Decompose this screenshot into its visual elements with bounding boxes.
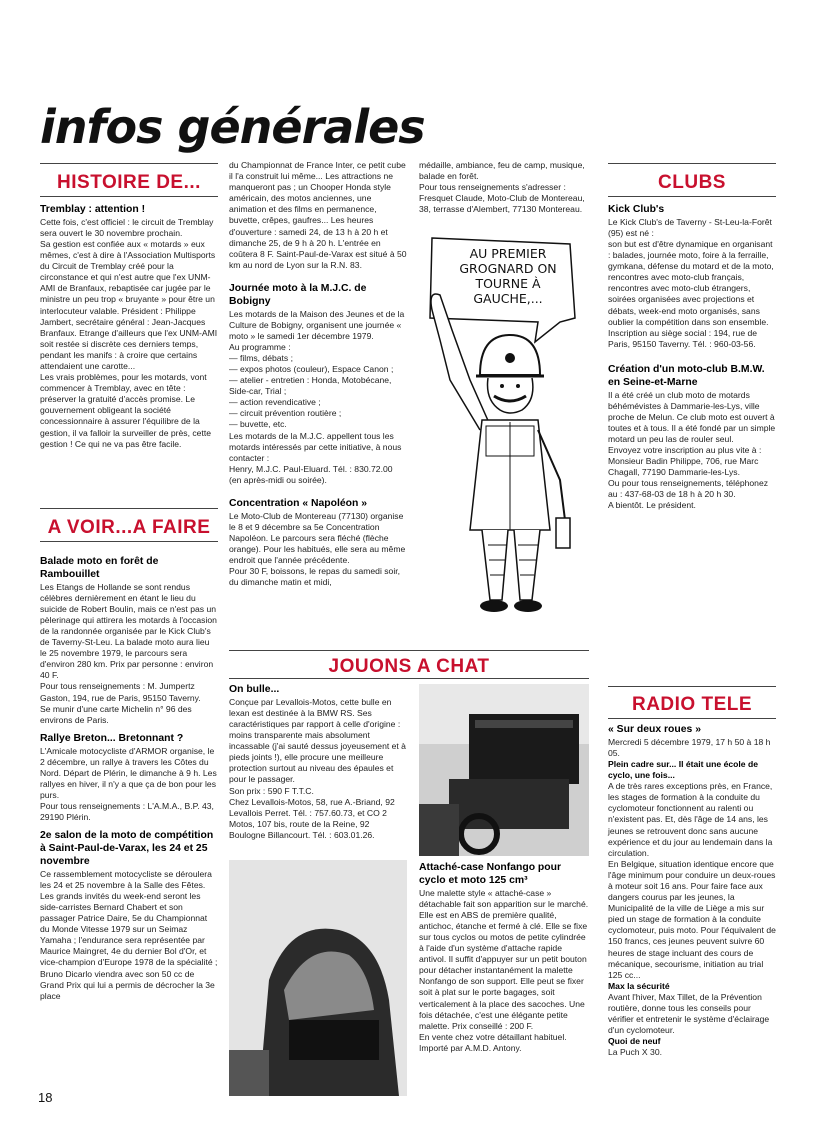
article-text: Les motards de la Maison des Jeunes et de la Culture de Bobigny, organisent une journée « moto » le samedi 1er décembre 1979. [229,308,405,341]
article-title: Concentration « Napoléon » [229,498,367,510]
article-text: En Belgique, situation identique encore que l'âge minimum pour conduire un deux-roues à moteur soit 16 ans. Pour faire face aux dangers courus par les jeunes, la Municipalité de la ville de Liège a mis sur pied un stage de formation à la conduite cyclomoteur, puis moto. Pour l'équivalent de 150 francs, ces jeunes peuvent suivre 60 heures de stage incluant des cours de mécanique, secourisme, initiation au trial 125 cc... [608,858,776,980]
article-text: Son prix : 590 F T.T.C. [229,785,314,796]
column-3 [419,160,589,215]
photo-illustration [229,860,407,1096]
column-2 [229,160,407,588]
article-text: Pour tous renseignements : L'A.M.A., B.P. 43, 29190 Plérin. [40,801,214,823]
section-rule [40,541,218,542]
article-title: Tremblay : attention ! [40,204,146,215]
article-text: Pour tous renseignements : M. Jumpertz Gaston, 194, rue de Paris, 95150 Taverny. [40,681,201,703]
list-item: — action revendicative ; [229,397,321,408]
list-item: — films, débats ; [229,352,293,363]
page-masthead: infos générales [40,100,425,154]
article-attache [419,862,589,1054]
article-text: La Puch X 30. [608,1047,662,1058]
section-heading-avoir: A VOIR...A FAIRE [47,517,211,538]
article-signature: A bientôt. Le président. [608,500,696,511]
section-rule [40,196,218,197]
article-text: Le Moto-Club de Montereau (77130) organise le 8 et 9 décembre sa 5e Concentration Napoléon. Le parcours sera fléché (flèche orange). Pour les habitués, elle sera au même endroit que l'année précédente. [229,510,406,566]
section-rule [40,163,218,164]
cartoon-grognard [410,230,600,650]
article-subheading: Quoi de neuf [608,1036,661,1047]
article-text: Sa gestion est confiée aux « motards » eux mêmes, c'est à dire à l'Association Multisports du Circuit de Tremblay créé pour la circonstance et qui n'est autre que l'ex UNM-AMI de Branfaux, rebaptisée car jugée par le ministre un peu trop « bruyante » pour être un interlocuteur valable. Président : Philippe Jambert, secrétaire général : Jean-Jacques Branfaux. Etrange d'ailleurs que l'ex UNM-AMI soit restée si discrète ces derniers temps, pendant les manifs : à croire que certains attendaient une carotte... [40,238,218,372]
article-title: Création d'un moto-club B.M.W. en Seine-et-Marne [608,363,765,388]
article-text: Se munir d'une carte Michelin n° 96 des environs de Paris. [40,703,192,725]
section-rule [608,686,776,687]
article-text: Envoyez votre inscription au plus vite à : Monsieur Badin Philippe, 706, rue Marc Chagall, 77190 Dammarie-les-Lys. [608,444,762,478]
list-item: — expos photos (couleur), Espace Canon ; [229,364,394,374]
article-text: Le Kick Club's de Taverny - St-Leu-la-Forêt (95) est né : [608,216,772,238]
article-radio [608,724,776,1059]
article-text: Les vrais problèmes, pour les motards, vont commencer à Tremblay, avec en tête : préserver la gratuité d'accès promise. Le gouvernement obligeant la société concessionnaire à assurer l'équilibre de la gestion, il va falloir la surveiller de près, cette gestion ! Ce qui ne va pas être facile. [40,372,211,449]
section-rule [608,718,776,719]
list-item: — circuit prévention routière ; [229,408,342,419]
article-text: Pour 30 F, boissons, le repas du samedi soir, du dimanche matin et midi, [229,566,401,588]
list-item: — atelier - entretien : Honda, Motobécane, Side-car, Trial ; [229,375,392,397]
photo-motorcycle-bulle [229,860,407,1096]
article-title: Attaché-case Nonfango pour cyclo et moto 125 cm³ [419,862,562,886]
article-text: Ce rassemblement motocycliste se déroulera les 24 et 25 novembre à la Salle des Fêtes. Les grands invités du week-end seront les side-carristes Bernard Chabert et son passager Patrice Daire, 5e du Championnat du Monde Vitesse 1979 sur un Seimaz Yamaha ; l'endurance sera représentée par Maurice Maingret, 4e du dernier Bol d'Or, et vice-champion d'Europe 1978 de la spécialité ; Bruno Dicarlo viendra avec son 50 cc de Grand Prix qui lui a permis de décrocher la 3e place [40,868,218,1001]
section-rule [40,508,218,509]
article-text: Au programme : [229,341,291,352]
article-title: « Sur deux roues » [608,724,701,735]
cartoon-speech: AU PREMIER GROGNARD ON TOURNE À GAUCHE,... [459,246,557,306]
article-text: Ou pour tous renseignements, téléphonez au : 437-68-03 de 18 h à 20 h 30. [608,478,769,500]
article-title: 2e salon de la moto de compétition à Saint-Paul-de-Varax, les 24 et 25 novembre [40,830,214,867]
section-heading-histoire: HISTOIRE DE... [57,172,201,193]
section-rule [608,163,776,164]
article-tremblay [40,204,218,450]
article-title: On bulle... [229,684,280,695]
article-text: Une malette style « attaché-case » détachable fait son apparition sur le marché. Elle est en ABS de première qualité, antichoc, étanche et fermé à clé. Elle se fixe sur tous cyclos ou motos de petite cylindrée à l'aide d'un système d'attache rapide antivol. Il suffit d'appuyer sur un petit bouton pour détacher instantanément la malette Nonfango de son support. Elle peut se fixer soit à plat sur le porte bagages, soit verticalement à la place des sacoches. Une fois détachée, c'est une élégante petite malette. Prix conseillé : 200 F. [419,887,589,1031]
article-text: Pour tous renseignements s'adresser : Fresquet Claude, Moto-Club de Montereau, 38, terrasse d'Alembert, 77130 Montereau. [419,182,585,215]
section-heading-radio: RADIO TELE [631,694,753,715]
section-heading-jouons: JOUONS A CHAT [328,656,490,677]
article-text: Cette fois, c'est officiel : le circuit de Tremblay sera ouvert le 30 novembre prochain. [40,216,214,238]
article-title: Balade moto en forêt de Rambouillet [40,556,159,580]
article-subheading: Max la sécurité [608,980,670,991]
section-rule [229,678,589,679]
article-text: Les motards de la M.J.C. appellent tous les motards intéressés par cette initiative, à nous contacter : [229,430,402,463]
article-text: Inscription au siège social : 194, rue de Paris, 95150 Taverny. Tél. : 960-03-56. [608,327,758,349]
article-text: A de très rares exceptions près, en France, les stages de formation à la conduite du cyclomoteur fonctionnent au ralenti ou n'existent pas. Et, dès l'âge de 14 ans, les jeunes se retrouvent donc sans aucune expérience et du jour au lendemain dans la circulation. [608,781,773,858]
article-text: Il a été créé un club moto de motards béhémévistes à Dammarie-les-Lys, ville proche de Melun. Ce club moto est ouvert à toutes et à tous. Il a été fondé par un simple motard un peu las de rouler seul. [608,389,776,444]
article-bulle [229,684,407,841]
article-title: Kick Club's [608,204,665,215]
photo-attache-case [419,684,589,856]
article-text: du Championnat de France Inter, ce petit cube il l'a construit lui même... Les attractions ne manqueront pas ; un Chooper Honda style américain, des motos anciennes, une animation et des films en permanence, buvette, crêpes, gaufres... Les heures d'ouverture : samedi 24, de 13 h à 20 h et dimanche 25, de 9 h à 20 h. L'entrée en coûtera 8 F. Saint-Paul-de-Varax est situé à 50 km au nord de Lyon sur la R.N. 83. [229,160,407,270]
article-balade [40,556,218,1002]
article-text: médaille, ambiance, feu de camp, musique, balade en forêt. [419,160,585,182]
section-rule [229,650,589,651]
page-number: 18 [38,1090,53,1105]
article-text: son but est d'être dynamique en organisant : balades, journée moto, foire à la ferraille, gymkana, défense du motard et de la moto, rencontres avec moto-club français, rencontres avec moto-club étrangers, soirées organisées avec projections et débats, week-end moto organisés, sans oublier la compétition dans son ensemble. [608,238,774,327]
article-text: L'Amicale motocycliste d'ARMOR organise, le 2 décembre, un rallye à travers les Côtes du Nord. Départ de Plérin, le dimanche à 9 h. Les rallyes en hiver, il n'y a que ça de bon pour les purs. [40,745,217,800]
article-text: Chez Levallois-Motos, 58, rue A.-Briand, 92 Levallois Perret. Tél. : 757.60.73, et CO 2 Motos, 107 bis, route de la Reine, 92 Boulogne Billancourt. Tél. : 603.01.26. [229,796,395,840]
article-text: Conçue par Levallois-Motos, cette bulle en lexan est destinée à la BMW RS. Ses caractéristiques par rapport à celle d'origine : moins transparente mais absolument incassable (j'ai sauté dessus joyeusement et à pieds joints !), elle procure une meilleure protection surtout au niveau des épaules et pour le passager. [229,696,406,785]
article-title: Rallye Breton... Bretonnant ? [40,732,184,744]
article-text: Avant l'hiver, Max Tillet, de la Prévention routière, donne tous les conseils pour vérifier et entretenir le système d'éclairage d'un cyclomoteur. [608,991,770,1036]
article-text: En vente chez votre détaillant habituel. Importé par A.M.D. Antony. [419,1031,567,1053]
article-text: Henry, M.J.C. Paul-Eluard. Tél. : 830.72.00 (en après-midi ou soirée). [229,463,393,485]
section-rule [608,196,776,197]
article-text: Les Etangs de Hollande se sont rendus célèbres dernièrement en étant le lieu du suicide de Robert Boulin, mais ce n'est pas un pèlerinage qui attirera les motards à l'occasion de la randonnée organisée par le Kick Club's de Taverny-St-Leu. La balade moto aura lieu le 25 novembre 1979, le parcours sera d'environ 280 km. Prix par personne : environ 40 F. [40,581,217,681]
article-clubs [608,204,776,512]
photo-illustration [419,684,589,856]
section-heading-clubs: CLUBS [658,172,726,193]
article-text: Mercredi 5 décembre 1979, 17 h 50 à 18 h 05. [608,736,771,758]
list-item: — buvette, etc. [229,419,287,430]
article-subheading: Plein cadre sur... Il était une école de cyclo, une fois... [608,758,758,781]
article-title: Journée moto à la M.J.C. de Bobigny [229,282,367,307]
